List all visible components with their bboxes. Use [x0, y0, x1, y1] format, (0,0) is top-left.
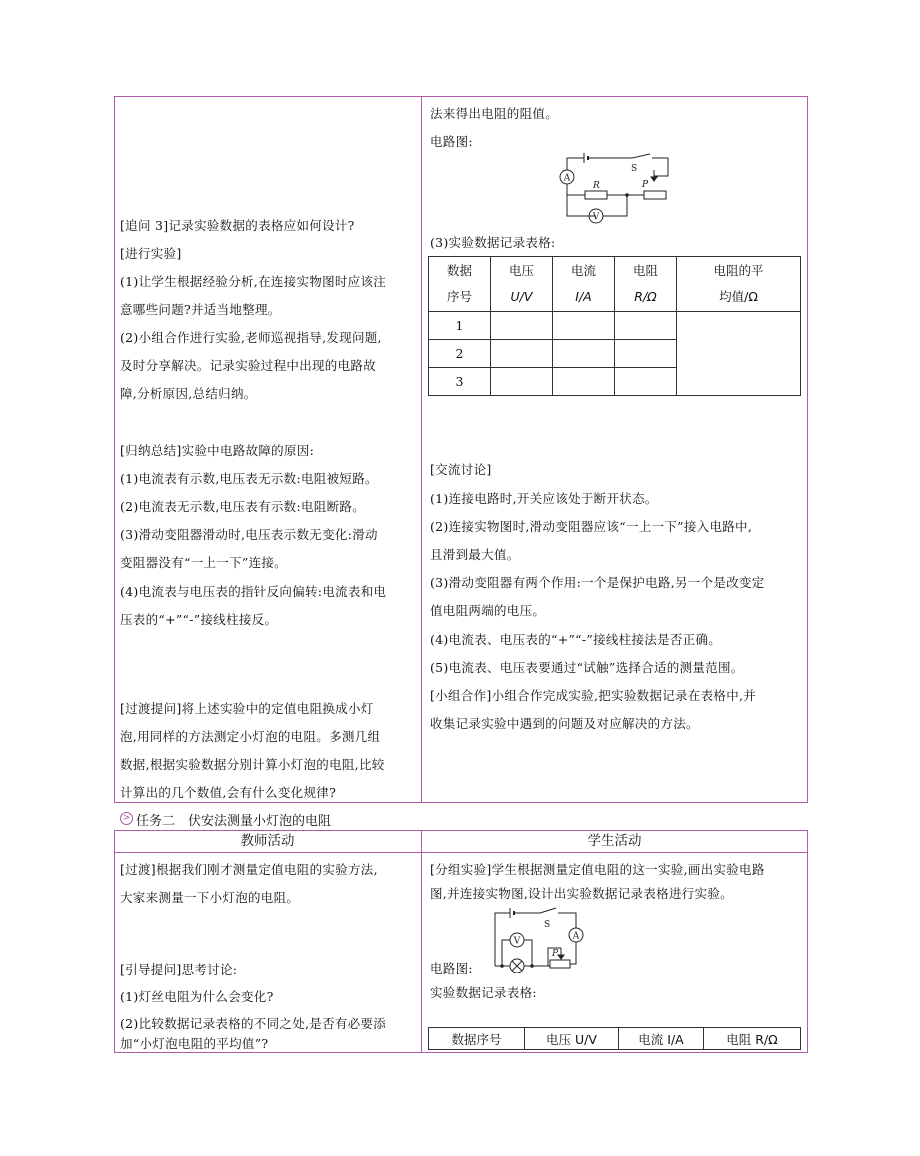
summary-text: 实验中电路故障的原因:: [181, 443, 315, 458]
table-cell: [677, 312, 801, 396]
guide-line: (2)比较数据记录表格的不同之处,是否有必要添: [120, 1016, 387, 1031]
transition-line: 将上述实验中的定值电阻换成小灯: [181, 701, 374, 716]
switch-label: S: [631, 164, 638, 174]
table-row: [429, 312, 801, 340]
transition-line: 泡,用同样的方法测定小灯泡的电阻。多测几组: [120, 729, 381, 744]
header-cell: [429, 257, 491, 312]
header-line: I/A: [575, 289, 592, 304]
header-line: 数据: [446, 263, 472, 278]
discussion-line: (5)电流表、电压表要通过“试触”选择合适的测量范围。: [430, 660, 744, 675]
experiment-line: 意哪些问题?并适当地整理。: [120, 302, 281, 317]
circuit-label: 电路图:: [430, 961, 473, 976]
group-experiment-line: 图,并连接实物图,设计出实验数据记录表格进行实验。: [430, 886, 733, 901]
transition-line: 大家来测量一下小灯泡的电阻。: [120, 890, 300, 905]
table-cell: [553, 368, 615, 396]
voltmeter-label: V: [592, 212, 600, 223]
table-cell: [553, 312, 615, 340]
transition-paragraph: [120, 856, 378, 884]
discussion-line: 且滑到最大值。: [430, 547, 520, 562]
student-activity-header: 学生活动: [587, 833, 642, 849]
table-cell: 1: [429, 312, 491, 340]
group-work: [430, 682, 756, 710]
header-cell: 数据序号: [429, 1028, 525, 1050]
group-tag: [小组合作]: [430, 688, 492, 703]
header-line: 电阻的平: [713, 263, 764, 278]
header-cell: [553, 257, 615, 312]
header-line: 序号: [446, 289, 472, 304]
guide-question-heading: [120, 956, 237, 984]
voltmeter-label: V: [513, 936, 521, 947]
ammeter-label: A: [563, 173, 571, 184]
ammeter-label: A: [572, 931, 580, 942]
header-line: 电压: [508, 263, 534, 278]
summary-line: 压表的“+”“-”接线柱接反。: [120, 612, 278, 627]
discussion-line: (4)电流表、电压表的“+”“-”接线柱接法是否正确。: [430, 632, 722, 647]
guide-line: 加“小灯泡电阻的平均值”?: [120, 1036, 269, 1051]
summary-heading: [120, 437, 314, 465]
header-line: 电流: [570, 263, 596, 278]
header-cell: [491, 257, 553, 312]
resistor-label: R: [593, 181, 600, 191]
table-header-row: [429, 1028, 801, 1050]
table-header-row: [429, 257, 801, 312]
task2-title: 任务二 伏安法测量小灯泡的电阻: [136, 814, 332, 829]
header-line: 均值/Ω: [719, 289, 758, 304]
group-line: 收集记录实验中遇到的问题及对应解决的方法。: [430, 716, 699, 731]
header-line: R/Ω: [634, 289, 657, 304]
followup-question-3: [120, 212, 355, 240]
lower-column-divider: [421, 830, 422, 1053]
summary-tag: [归纳总结]: [120, 443, 182, 458]
task-arrow-icon: >: [120, 812, 133, 825]
header-cell: 电阻 R/Ω: [704, 1028, 801, 1050]
table-cell: [491, 368, 553, 396]
followup-text: 记录实验数据的表格应如何设计?: [168, 218, 355, 233]
table-cell: [491, 340, 553, 368]
followup-number: 3]: [150, 218, 169, 233]
data-table-label: (3)实验数据记录表格:: [430, 235, 556, 250]
summary-line: (1)电流表有示数,电压表无示数:电阻被短路。: [120, 471, 378, 486]
experiment-line: 及时分享解决。记录实验过程中出现的电路故: [120, 358, 377, 373]
discussion-line: (2)连接实物图时,滑动变阻器应该“一上一下”接入电路中,: [430, 519, 753, 534]
switch-label: S: [544, 920, 551, 930]
discussion-line: (1)连接电路时,开关应该处于断开状态。: [430, 491, 658, 506]
table-cell: [553, 340, 615, 368]
circuit-diagram-fixed-resistor: [554, 150, 694, 225]
discussion-heading: [交流讨论]: [430, 462, 492, 477]
table-cell: [615, 312, 677, 340]
table-cell: [491, 312, 553, 340]
summary-line: (4)电流表与电压表的指针反向偏转:电流表和电: [120, 584, 387, 599]
circuit-label: 电路图:: [430, 134, 473, 149]
transition-line: 数据,根据实验数据分别计算小灯泡的电阻,比较: [120, 757, 385, 772]
summary-line: (2)电流表无示数,电压表有示数:电阻断路。: [120, 499, 365, 514]
transition-tag: [过渡]: [120, 862, 156, 877]
circuit-diagram-bulb: [480, 903, 590, 973]
data-table-label: 实验数据记录表格:: [430, 985, 537, 1000]
discussion-line: (3)滑动变阻器有两个作用:一个是保护电路,另一个是改变定: [430, 575, 765, 590]
teacher-activity-header: 教师活动: [240, 833, 295, 849]
header-line: U/V: [510, 289, 533, 304]
followup-tag: [追问: [120, 218, 151, 233]
header-cell: [677, 257, 801, 312]
header-cell: 电压 U/V: [525, 1028, 619, 1050]
table-cell: [615, 340, 677, 368]
header-cell: [615, 257, 677, 312]
header-line: 电阻: [632, 263, 658, 278]
discussion-line: 值电阻两端的电压。: [430, 603, 546, 618]
summary-line: (3)滑动变阻器滑动时,电压表示数无变化:滑动: [120, 527, 378, 542]
transition-line: 计算出的几个数值,会有什么变化规律?: [120, 785, 337, 800]
group-line: 小组合作完成实验,把实验数据记录在表格中,并: [491, 688, 757, 703]
slider-label: P: [642, 180, 649, 190]
transition-line: 根据我们刚才测量定值电阻的实验方法,: [155, 862, 378, 877]
table-cell: 2: [429, 340, 491, 368]
experiment-line: (1)让学生根据经验分析,在连接实物图时应该注: [120, 274, 387, 289]
header-cell: 电流 I/A: [619, 1028, 704, 1050]
upper-column-divider: [421, 96, 422, 803]
experiment-line: (2)小组合作进行实验,老师巡视指导,发现问题,: [120, 330, 382, 345]
data-record-table: [428, 256, 801, 396]
guide-tag: [引导提问]: [120, 962, 182, 977]
table-cell: [615, 368, 677, 396]
method-line: 法来得出电阻的阻值。: [430, 106, 559, 121]
experiment-heading: [进行实验]: [120, 246, 182, 261]
bulb-data-table: [428, 1027, 801, 1050]
summary-line: 变阻器没有“一上一下”连接。: [120, 555, 287, 570]
transition-question: [120, 695, 374, 723]
table-cell: 3: [429, 368, 491, 396]
guide-text: 思考讨论:: [181, 962, 238, 977]
guide-line: (1)灯丝电阻为什么会变化?: [120, 989, 274, 1004]
lower-header-divider: [114, 852, 808, 853]
transition-tag: [过渡提问]: [120, 701, 182, 716]
slider-label: P: [552, 949, 559, 959]
group-experiment-line: 学生根据测量定值电阻的这一实验,画出实验电路: [491, 862, 765, 877]
group-experiment-tag: [分组实验]: [430, 862, 492, 877]
experiment-line: 障,分析原因,总结归纳。: [120, 386, 257, 401]
